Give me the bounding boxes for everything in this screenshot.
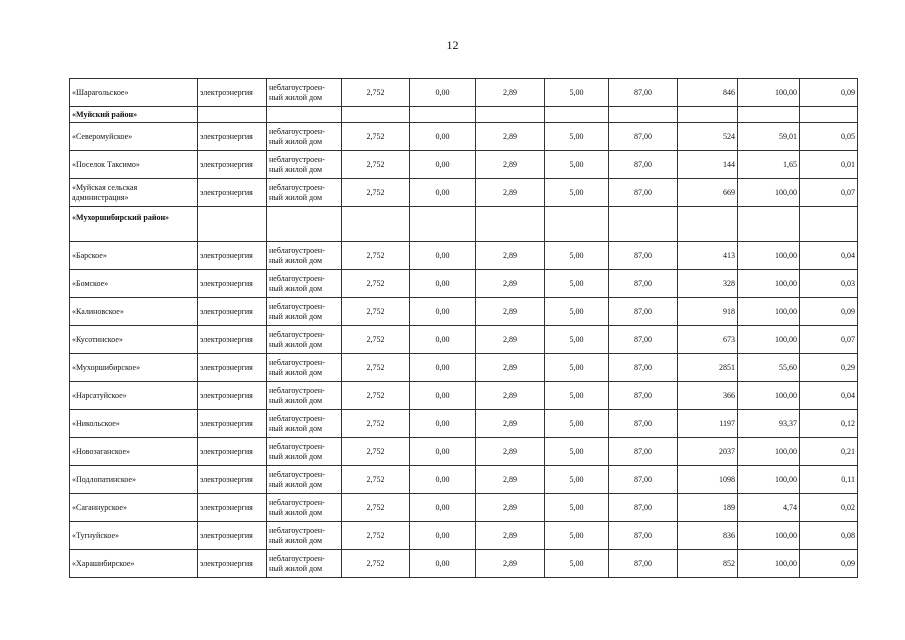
value-cell-7: 100,00 bbox=[738, 382, 800, 410]
value-cell-7: 55,60 bbox=[738, 354, 800, 382]
value-cell-6: 673 bbox=[678, 326, 738, 354]
table-row bbox=[70, 326, 858, 354]
value-cell-1: 2,752 bbox=[342, 326, 410, 354]
value-cell-6: 144 bbox=[678, 151, 738, 179]
value-cell-5: 87,00 bbox=[609, 151, 678, 179]
empty-cell bbox=[800, 207, 858, 242]
value-cell-4: 5,00 bbox=[545, 151, 609, 179]
value-cell-1: 2,752 bbox=[342, 382, 410, 410]
empty-cell bbox=[738, 107, 800, 123]
empty-cell bbox=[267, 107, 342, 123]
table-row bbox=[70, 151, 858, 179]
resource-cell: электроэнергия bbox=[198, 151, 267, 179]
table-row bbox=[70, 438, 858, 466]
tariff-table bbox=[69, 78, 858, 578]
value-cell-6: 524 bbox=[678, 123, 738, 151]
table-row bbox=[70, 382, 858, 410]
value-cell-6: 413 bbox=[678, 242, 738, 270]
value-cell-5: 87,00 bbox=[609, 123, 678, 151]
resource-cell: электроэнергия bbox=[198, 466, 267, 494]
section-title: «Муйский район» bbox=[70, 107, 198, 123]
value-cell-3: 2,89 bbox=[476, 270, 545, 298]
value-cell-7: 1,65 bbox=[738, 151, 800, 179]
value-cell-1: 2,752 bbox=[342, 298, 410, 326]
table-row bbox=[70, 354, 858, 382]
settlement-name: «Муйская сельская администрация» bbox=[70, 179, 198, 207]
empty-cell bbox=[410, 207, 476, 242]
value-cell-7: 100,00 bbox=[738, 550, 800, 578]
value-cell-3: 2,89 bbox=[476, 298, 545, 326]
table-row bbox=[70, 410, 858, 438]
table-row bbox=[70, 79, 858, 107]
value-cell-2: 0,00 bbox=[410, 179, 476, 207]
empty-cell bbox=[410, 107, 476, 123]
value-cell-5: 87,00 bbox=[609, 382, 678, 410]
resource-cell: электроэнергия bbox=[198, 298, 267, 326]
empty-cell bbox=[198, 107, 267, 123]
table-row bbox=[70, 494, 858, 522]
value-cell-4: 5,00 bbox=[545, 466, 609, 494]
value-cell-1: 2,752 bbox=[342, 522, 410, 550]
settlement-name: «Северомуйское» bbox=[70, 123, 198, 151]
value-cell-4: 5,00 bbox=[545, 550, 609, 578]
resource-cell: электроэнергия bbox=[198, 123, 267, 151]
value-cell-5: 87,00 bbox=[609, 410, 678, 438]
table-row bbox=[70, 466, 858, 494]
value-cell-2: 0,00 bbox=[410, 466, 476, 494]
value-cell-6: 918 bbox=[678, 298, 738, 326]
resource-cell: электроэнергия bbox=[198, 494, 267, 522]
value-cell-3: 2,89 bbox=[476, 522, 545, 550]
value-cell-7: 93,37 bbox=[738, 410, 800, 438]
object-type-cell: неблагоустроен- ный жилой дом bbox=[267, 79, 342, 107]
object-type-cell: неблагоустроен- ный жилой дом bbox=[267, 326, 342, 354]
settlement-name: «Тугнуйское» bbox=[70, 522, 198, 550]
value-cell-2: 0,00 bbox=[410, 550, 476, 578]
resource-cell: электроэнергия bbox=[198, 179, 267, 207]
value-cell-7: 100,00 bbox=[738, 79, 800, 107]
settlement-name: «Новозаганское» bbox=[70, 438, 198, 466]
value-cell-6: 366 bbox=[678, 382, 738, 410]
value-cell-5: 87,00 bbox=[609, 298, 678, 326]
table-row bbox=[70, 270, 858, 298]
value-cell-4: 5,00 bbox=[545, 179, 609, 207]
value-cell-3: 2,89 bbox=[476, 354, 545, 382]
value-cell-1: 2,752 bbox=[342, 79, 410, 107]
resource-cell: электроэнергия bbox=[198, 270, 267, 298]
value-cell-3: 2,89 bbox=[476, 123, 545, 151]
value-cell-3: 2,89 bbox=[476, 438, 545, 466]
settlement-name: «Мухоршибирское» bbox=[70, 354, 198, 382]
settlement-name: «Бомское» bbox=[70, 270, 198, 298]
value-cell-2: 0,00 bbox=[410, 270, 476, 298]
value-cell-3: 2,89 bbox=[476, 494, 545, 522]
object-type-cell: неблагоустроен- ный жилой дом bbox=[267, 123, 342, 151]
value-cell-3: 2,89 bbox=[476, 326, 545, 354]
table-row bbox=[70, 179, 858, 207]
object-type-cell: неблагоустроен- ный жилой дом bbox=[267, 438, 342, 466]
value-cell-4: 5,00 bbox=[545, 382, 609, 410]
section-row bbox=[70, 107, 858, 123]
table-row bbox=[70, 298, 858, 326]
value-cell-2: 0,00 bbox=[410, 123, 476, 151]
value-cell-1: 2,752 bbox=[342, 123, 410, 151]
value-cell-2: 0,00 bbox=[410, 410, 476, 438]
empty-cell bbox=[609, 207, 678, 242]
value-cell-8: 0,03 bbox=[800, 270, 858, 298]
value-cell-8: 0,04 bbox=[800, 382, 858, 410]
table-row bbox=[70, 522, 858, 550]
value-cell-6: 2851 bbox=[678, 354, 738, 382]
resource-cell: электроэнергия bbox=[198, 242, 267, 270]
page-number: 12 bbox=[446, 38, 459, 52]
value-cell-7: 100,00 bbox=[738, 242, 800, 270]
value-cell-4: 5,00 bbox=[545, 242, 609, 270]
value-cell-5: 87,00 bbox=[609, 466, 678, 494]
value-cell-1: 2,752 bbox=[342, 466, 410, 494]
table-body bbox=[70, 79, 858, 578]
value-cell-8: 0,08 bbox=[800, 522, 858, 550]
value-cell-3: 2,89 bbox=[476, 382, 545, 410]
resource-cell: электроэнергия bbox=[198, 326, 267, 354]
value-cell-8: 0,21 bbox=[800, 438, 858, 466]
value-cell-2: 0,00 bbox=[410, 326, 476, 354]
value-cell-4: 5,00 bbox=[545, 522, 609, 550]
settlement-name: «Харашибирское» bbox=[70, 550, 198, 578]
empty-cell bbox=[738, 207, 800, 242]
value-cell-1: 2,752 bbox=[342, 438, 410, 466]
value-cell-7: 100,00 bbox=[738, 326, 800, 354]
object-type-cell: неблагоустроен- ный жилой дом bbox=[267, 298, 342, 326]
resource-cell: электроэнергия bbox=[198, 438, 267, 466]
value-cell-5: 87,00 bbox=[609, 270, 678, 298]
value-cell-8: 0,07 bbox=[800, 179, 858, 207]
value-cell-3: 2,89 bbox=[476, 242, 545, 270]
object-type-cell: неблагоустроен- ный жилой дом bbox=[267, 179, 342, 207]
value-cell-8: 0,07 bbox=[800, 326, 858, 354]
value-cell-2: 0,00 bbox=[410, 298, 476, 326]
resource-cell: электроэнергия bbox=[198, 79, 267, 107]
object-type-cell: неблагоустроен- ный жилой дом bbox=[267, 354, 342, 382]
value-cell-8: 0,09 bbox=[800, 298, 858, 326]
value-cell-4: 5,00 bbox=[545, 298, 609, 326]
value-cell-3: 2,89 bbox=[476, 410, 545, 438]
value-cell-8: 0,04 bbox=[800, 242, 858, 270]
resource-cell: электроэнергия bbox=[198, 522, 267, 550]
value-cell-6: 846 bbox=[678, 79, 738, 107]
empty-cell bbox=[609, 107, 678, 123]
value-cell-3: 2,89 bbox=[476, 179, 545, 207]
settlement-name: «Никольское» bbox=[70, 410, 198, 438]
value-cell-1: 2,752 bbox=[342, 354, 410, 382]
value-cell-6: 2037 bbox=[678, 438, 738, 466]
resource-cell: электроэнергия bbox=[198, 550, 267, 578]
value-cell-5: 87,00 bbox=[609, 522, 678, 550]
value-cell-3: 2,89 bbox=[476, 79, 545, 107]
table-row bbox=[70, 123, 858, 151]
value-cell-7: 100,00 bbox=[738, 438, 800, 466]
settlement-name: «Саганнурское» bbox=[70, 494, 198, 522]
value-cell-6: 328 bbox=[678, 270, 738, 298]
value-cell-8: 0,29 bbox=[800, 354, 858, 382]
value-cell-8: 0,11 bbox=[800, 466, 858, 494]
value-cell-4: 5,00 bbox=[545, 410, 609, 438]
empty-cell bbox=[476, 107, 545, 123]
value-cell-7: 100,00 bbox=[738, 179, 800, 207]
resource-cell: электроэнергия bbox=[198, 354, 267, 382]
object-type-cell: неблагоустроен- ный жилой дом bbox=[267, 410, 342, 438]
settlement-name: «Шарагольское» bbox=[70, 79, 198, 107]
value-cell-7: 100,00 bbox=[738, 522, 800, 550]
value-cell-4: 5,00 bbox=[545, 79, 609, 107]
value-cell-8: 0,09 bbox=[800, 550, 858, 578]
object-type-cell: неблагоустроен- ный жилой дом bbox=[267, 242, 342, 270]
value-cell-1: 2,752 bbox=[342, 550, 410, 578]
object-type-cell: неблагоустроен- ный жилой дом bbox=[267, 494, 342, 522]
empty-cell bbox=[545, 107, 609, 123]
resource-cell: электроэнергия bbox=[198, 382, 267, 410]
empty-cell bbox=[678, 207, 738, 242]
value-cell-5: 87,00 bbox=[609, 79, 678, 107]
empty-cell bbox=[342, 107, 410, 123]
section-title: «Мухоршибирский район» bbox=[70, 207, 198, 242]
value-cell-8: 0,09 bbox=[800, 79, 858, 107]
value-cell-5: 87,00 bbox=[609, 326, 678, 354]
value-cell-4: 5,00 bbox=[545, 494, 609, 522]
empty-cell bbox=[342, 207, 410, 242]
value-cell-6: 189 bbox=[678, 494, 738, 522]
value-cell-7: 4,74 bbox=[738, 494, 800, 522]
value-cell-4: 5,00 bbox=[545, 123, 609, 151]
value-cell-6: 852 bbox=[678, 550, 738, 578]
value-cell-5: 87,00 bbox=[609, 550, 678, 578]
empty-cell bbox=[476, 207, 545, 242]
value-cell-5: 87,00 bbox=[609, 438, 678, 466]
table-row bbox=[70, 242, 858, 270]
value-cell-1: 2,752 bbox=[342, 410, 410, 438]
value-cell-3: 2,89 bbox=[476, 151, 545, 179]
value-cell-6: 1197 bbox=[678, 410, 738, 438]
empty-cell bbox=[800, 107, 858, 123]
settlement-name: «Барское» bbox=[70, 242, 198, 270]
value-cell-4: 5,00 bbox=[545, 354, 609, 382]
value-cell-7: 100,00 bbox=[738, 270, 800, 298]
resource-cell: электроэнергия bbox=[198, 410, 267, 438]
object-type-cell: неблагоустроен- ный жилой дом bbox=[267, 550, 342, 578]
value-cell-1: 2,752 bbox=[342, 270, 410, 298]
value-cell-2: 0,00 bbox=[410, 382, 476, 410]
settlement-name: «Подлопатинское» bbox=[70, 466, 198, 494]
settlement-name: «Поселок Таксимо» bbox=[70, 151, 198, 179]
value-cell-6: 1098 bbox=[678, 466, 738, 494]
empty-cell bbox=[545, 207, 609, 242]
settlement-name: «Кусотинское» bbox=[70, 326, 198, 354]
value-cell-8: 0,12 bbox=[800, 410, 858, 438]
value-cell-8: 0,02 bbox=[800, 494, 858, 522]
value-cell-4: 5,00 bbox=[545, 438, 609, 466]
value-cell-5: 87,00 bbox=[609, 354, 678, 382]
value-cell-6: 836 bbox=[678, 522, 738, 550]
value-cell-6: 669 bbox=[678, 179, 738, 207]
value-cell-1: 2,752 bbox=[342, 242, 410, 270]
value-cell-2: 0,00 bbox=[410, 438, 476, 466]
object-type-cell: неблагоустроен- ный жилой дом bbox=[267, 270, 342, 298]
value-cell-1: 2,752 bbox=[342, 494, 410, 522]
value-cell-3: 2,89 bbox=[476, 550, 545, 578]
settlement-name: «Нарсатуйское» bbox=[70, 382, 198, 410]
value-cell-7: 100,00 bbox=[738, 466, 800, 494]
value-cell-2: 0,00 bbox=[410, 79, 476, 107]
value-cell-1: 2,752 bbox=[342, 151, 410, 179]
value-cell-7: 59,01 bbox=[738, 123, 800, 151]
value-cell-2: 0,00 bbox=[410, 242, 476, 270]
object-type-cell: неблагоустроен- ный жилой дом bbox=[267, 382, 342, 410]
empty-cell bbox=[267, 207, 342, 242]
value-cell-8: 0,05 bbox=[800, 123, 858, 151]
empty-cell bbox=[198, 207, 267, 242]
value-cell-1: 2,752 bbox=[342, 179, 410, 207]
empty-cell bbox=[678, 107, 738, 123]
value-cell-3: 2,89 bbox=[476, 466, 545, 494]
object-type-cell: неблагоустроен- ный жилой дом bbox=[267, 522, 342, 550]
value-cell-4: 5,00 bbox=[545, 326, 609, 354]
value-cell-5: 87,00 bbox=[609, 242, 678, 270]
value-cell-2: 0,00 bbox=[410, 522, 476, 550]
value-cell-7: 100,00 bbox=[738, 298, 800, 326]
value-cell-5: 87,00 bbox=[609, 494, 678, 522]
object-type-cell: неблагоустроен- ный жилой дом bbox=[267, 151, 342, 179]
value-cell-2: 0,00 bbox=[410, 354, 476, 382]
table-row bbox=[70, 550, 858, 578]
value-cell-5: 87,00 bbox=[609, 179, 678, 207]
value-cell-8: 0,01 bbox=[800, 151, 858, 179]
section-row bbox=[70, 207, 858, 242]
value-cell-2: 0,00 bbox=[410, 494, 476, 522]
settlement-name: «Калиновское» bbox=[70, 298, 198, 326]
value-cell-4: 5,00 bbox=[545, 270, 609, 298]
object-type-cell: неблагоустроен- ный жилой дом bbox=[267, 466, 342, 494]
value-cell-2: 0,00 bbox=[410, 151, 476, 179]
